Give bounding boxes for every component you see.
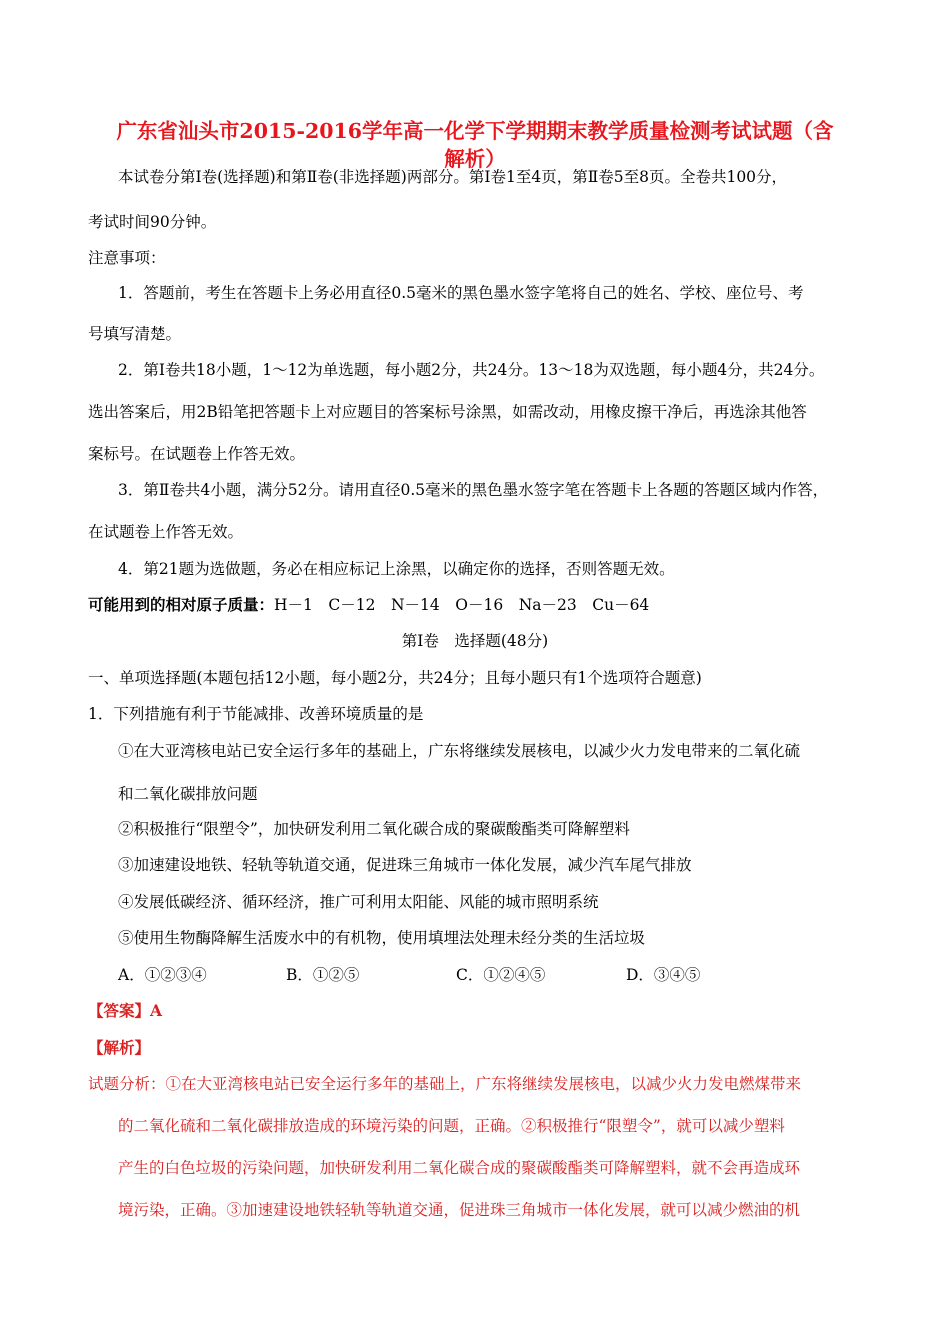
atomic-mass-label: 可能用到的相对原子质量：: [88, 595, 275, 614]
document-title-line2: 解析）: [444, 147, 506, 171]
analysis-line2: 的二氧化硫和二氧化碳排放造成的环境污染的问题，正确。②积极推行“限塑令”，就可以减少塑料: [118, 1117, 785, 1135]
analysis-label: 【解析】: [88, 1038, 151, 1057]
notice-item3-line2: 在试题卷上作答无效。: [88, 523, 244, 541]
analysis-line4: 境污染，正确。③加速建设地铁轻轨等轨道交通，促进珠三角城市一体化发展，就可以减少燃油的机: [118, 1201, 801, 1219]
notice-heading: 注意事项：: [88, 249, 166, 267]
atomic-mass-values: H－1 C－12 N－14 O－16 Na－23 Cu－64: [274, 596, 650, 614]
question1-statement5: ⑤使用生物酶降解生活废水中的有机物，使用填埋法处理未经分类的生活垃圾: [118, 929, 646, 947]
document-title-line1: 广东省汕头市2015-2016学年高一化学下学期期末教学质量检测考试试题（含: [116, 119, 834, 143]
notice-item2-line2: 选出答案后，用2B铅笔把答题卡上对应题目的答案标号涂黑，如需改动，用橡皮擦干净后，再选涂其他答: [88, 403, 807, 421]
notice-item4-line1: 4．第21题为选做题，务必在相应标记上涂黑，以确定你的选择，否则答题无效。: [118, 560, 675, 578]
notice-item3-line1: 3．第Ⅱ卷共4小题，满分52分。请用直径0.5毫米的黑色墨水签字笔在答题卡上各题的答题区域内作答，: [118, 481, 829, 499]
question1-statement1-line1: ①在大亚湾核电站已安全运行多年的基础上，广东将继续发展核电，以减少火力发电带来的二氧化硫: [118, 742, 801, 760]
atomic-mass-row: [88, 594, 649, 616]
question1-option-b: B．①②⑤: [286, 966, 360, 984]
question1-statement1-line2: 和二氧化碳排放问题: [118, 785, 258, 803]
section1-part1: 一、单项选择题(本题包括12小题，每小题2分，共24分；且每小题只有1个选项符合题意): [88, 669, 702, 687]
question1-statement4: ④发展低碳经济、循环经济，推广可利用太阳能、风能的城市照明系统: [118, 893, 599, 911]
notice-item1-line1: 1．答题前，考生在答题卡上务必用直径0.5毫米的黑色墨水签字笔将自己的姓名、学校、座位号、考: [118, 284, 804, 302]
question1-statement2: ②积极推行“限塑令”，加快研发利用二氧化碳合成的聚碳酸酯类可降解塑料: [118, 820, 630, 838]
notice-item1-line2: 号填写清楚。: [88, 325, 182, 343]
question1-stem: 1．下列措施有利于节能减排、改善环境质量的是: [88, 705, 424, 723]
analysis-line1: 试题分析：①在大亚湾核电站已安全运行多年的基础上，广东将继续发展核电，以减少火力发电燃煤带来: [88, 1075, 802, 1093]
analysis-line3: 产生的白色垃圾的污染问题，加快研发利用二氧化碳合成的聚碳酸酯类可降解塑料，就不会再造成环: [118, 1159, 801, 1177]
question1-statement3: ③加速建设地铁、轻轨等轨道交通，促进珠三角城市一体化发展，减少汽车尾气排放: [118, 856, 692, 874]
notice-item2-line1: 2．第Ⅰ卷共18小题，1～12为单选题，每小题2分，共24分。13～18为双选题，每小题4分，共24分。: [118, 361, 825, 379]
intro-line2: 考试时间90分钟。: [88, 213, 217, 231]
question1-option-a: A．①②③④: [118, 966, 207, 984]
question1-option-d: D．③④⑤: [626, 966, 701, 984]
notice-item2-line3: 案标号。在试题卷上作答无效。: [88, 445, 306, 463]
question1-option-c: C．①②④⑤: [456, 966, 546, 984]
answer-label: 【答案】A: [88, 1001, 163, 1020]
intro-line1: 本试卷分第Ⅰ卷(选择题)和第Ⅱ卷(非选择题)两部分。第Ⅰ卷1至4页，第Ⅱ卷5至8页。全卷共100分，: [118, 168, 788, 186]
section1-heading: 第Ⅰ卷 选择题(48分): [401, 632, 549, 650]
